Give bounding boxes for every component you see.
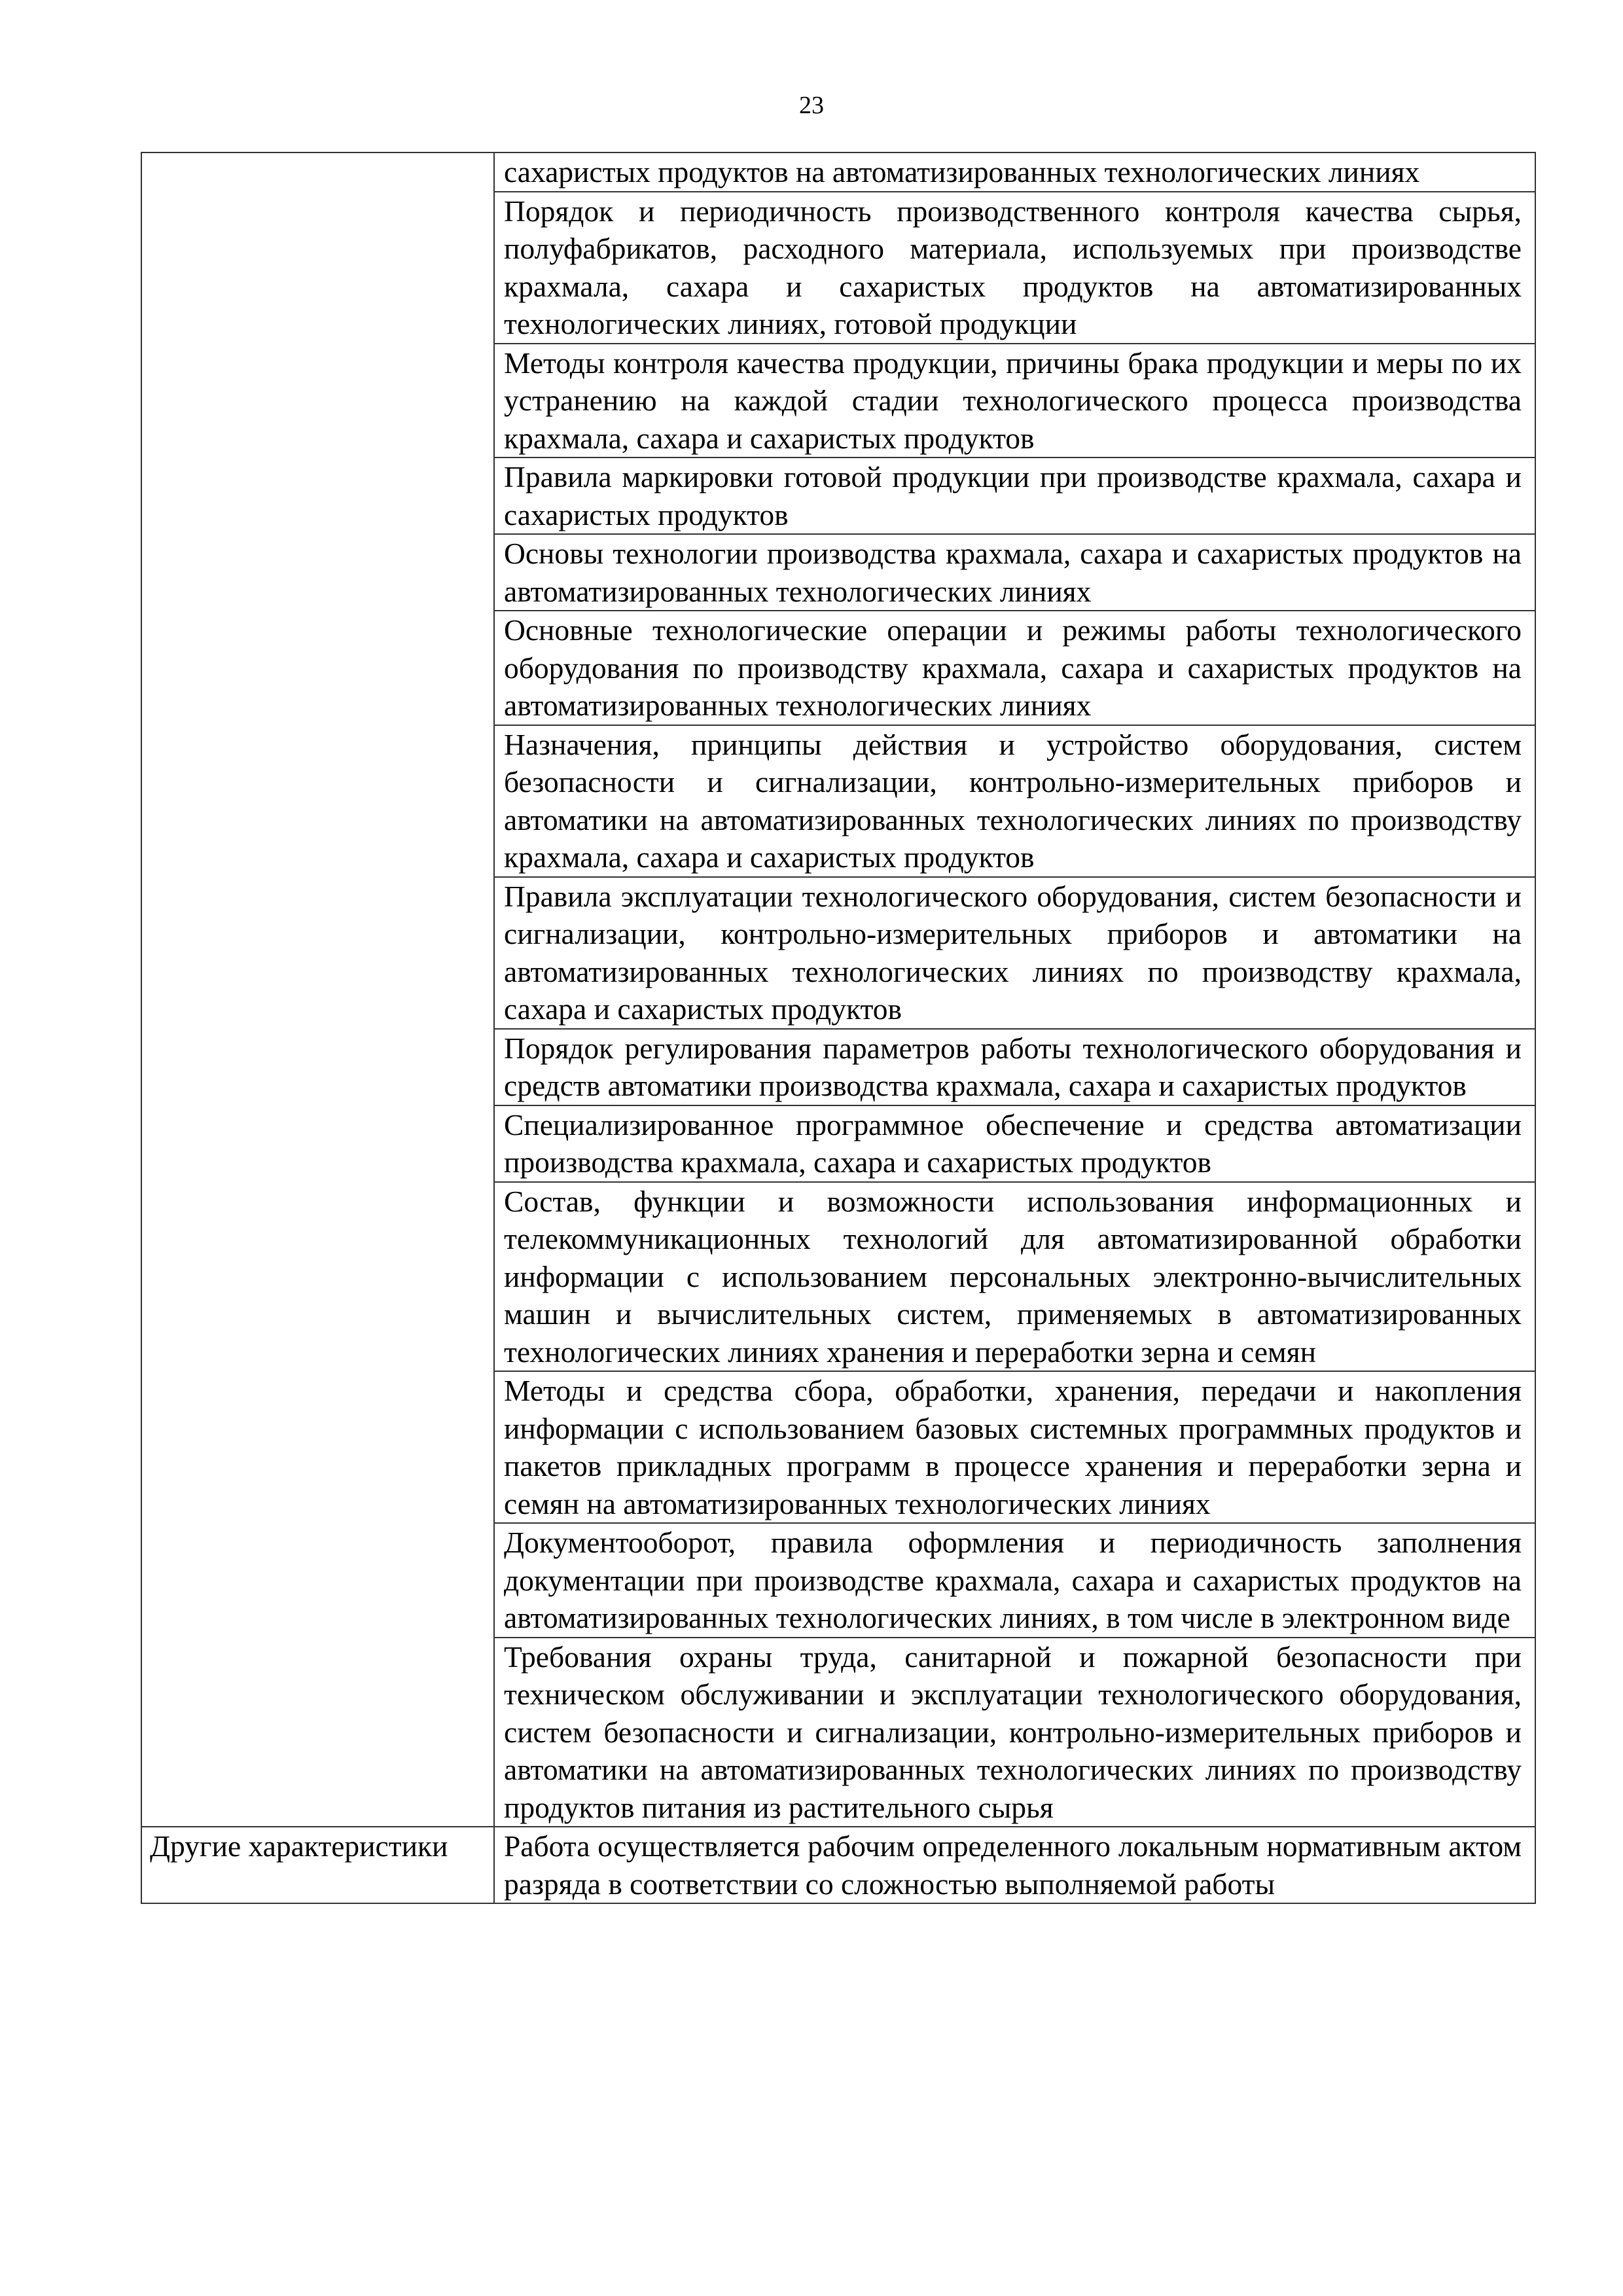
knowledge-item: Назначения, принципы действия и устройство оборудования, систем безопасности и сигнализации, контрольно-измерительных приборов и автоматики на автоматизированных технологических линиях по производству крахмала, сахара и сахаристых продуктов [494, 725, 1535, 877]
knowledge-item: сахаристых продуктов на автоматизированных технологических линиях [494, 152, 1535, 192]
knowledge-item: Требования охраны труда, санитарной и пожарной безопасности при техническом обслуживании и эксплуатации технологического оборудования, систем безопасности и сигнализации, контрольно-измерительных приборов и автоматики на автоматизированных технологических линиях по производству продуктов питания из растительного сырья [494, 1638, 1535, 1827]
knowledge-item: Основные технологические операции и режимы работы технологического оборудования по производству крахмала, сахара и сахаристых продуктов на автоматизированных технологических линиях [494, 611, 1535, 725]
other-characteristics-label: Другие характеристики [141, 1827, 494, 1903]
knowledge-item: Правила эксплуатации технологического оборудования, систем безопасности и сигнализации, контрольно-измерительных приборов и автоматики на автоматизированных технологических линиях по производству крахмала, сахара и сахаристых продуктов [494, 877, 1535, 1029]
page-number: 23 [799, 92, 824, 119]
knowledge-item: Документооборот, правила оформления и периодичность заполнения документации при производстве крахмала, сахара и сахаристых продуктов на автоматизированных технологических линиях, в том числе в электронном виде [494, 1523, 1535, 1638]
empty-label-cell [141, 152, 494, 1827]
table-row [141, 152, 1535, 192]
knowledge-item: Методы и средства сбора, обработки, хранения, передачи и накопления информации с использованием базовых системных программных продуктов и пакетов прикладных программ в процессе хранения и переработки зерна и семян на автоматизированных технологических линиях [494, 1371, 1535, 1523]
knowledge-item: Правила маркировки готовой продукции при производстве крахмала, сахара и сахаристых продуктов [494, 457, 1535, 534]
knowledge-item: Методы контроля качества продукции, причины брака продукции и меры по их устранению на каждой стадии технологического процесса производства крахмала, сахара и сахаристых продуктов [494, 344, 1535, 458]
requirements-table [141, 152, 1536, 1904]
other-characteristics-text: Работа осуществляется рабочим определенного локальным нормативным актом разряда в соответствии со сложностью выполняемой работы [494, 1827, 1535, 1903]
knowledge-item: Основы технологии производства крахмала, сахара и сахаристых продуктов на автоматизированных технологических линиях [494, 534, 1535, 611]
knowledge-item: Порядок регулирования параметров работы технологического оборудования и средств автоматики производства крахмала, сахара и сахаристых продуктов [494, 1029, 1535, 1105]
knowledge-item: Специализированное программное обеспечение и средства автоматизации производства крахмала, сахара и сахаристых продуктов [494, 1105, 1535, 1182]
knowledge-item: Порядок и периодичность производственного контроля качества сырья, полуфабрикатов, расходного материала, используемых при производстве крахмала, сахара и сахаристых продуктов на автоматизированных технологических линиях, готовой продукции [494, 192, 1535, 344]
knowledge-item: Состав, функции и возможности использования информационных и телекоммуникационных технологий для автоматизированной обработки информации с использованием персональных электронно-вычислительных машин и вычислительных систем, применяемых в автоматизированных технологических линиях хранения и переработки зерна и семян [494, 1182, 1535, 1372]
table-row-other-characteristics [141, 1827, 1535, 1903]
